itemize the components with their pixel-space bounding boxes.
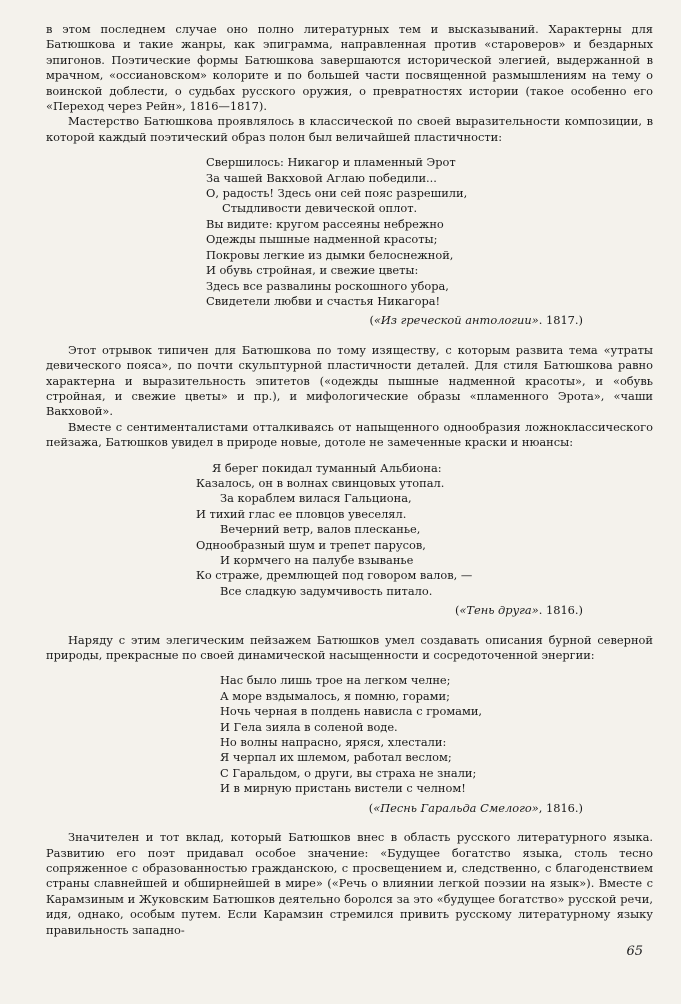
source-year: , 1816.): [538, 800, 583, 815]
source-citation-2: («Тень друга». 1816.): [454, 603, 583, 618]
poem-3: [46, 673, 653, 796]
source-citation-1: («Из греческой антологии». 1817.): [369, 313, 583, 328]
source-year: . 1816.): [538, 603, 583, 618]
source-title: «Песнь Гаральда Смелого»: [373, 800, 539, 815]
poem-line: Вечерний ветр, валов плесканье,: [220, 522, 421, 537]
poem-line: С Гаральдом, о други, вы страха не знали;: [220, 765, 477, 780]
page-number: 65: [626, 944, 643, 959]
paragraph-5: Наряду с этим элегическим пейзажем Батюшков умел создавать описания бурной северной природы, прекрасные по своей динамической насыщенности и сосредоточенной энергии:: [46, 632, 653, 663]
paragraph-1: в этом последнем случае оно полно литературных тем и высказываний. Характерны для Батюшкова и такие жанры, как эпиграмма, направленная против «староверов» и бездарных эпигонов. Поэтические формы Батюшкова завершаются исторической элегией, выдержанной в мрачном, «оссиановском» колорите и по большей части посвященной размышлениям на тему о воинской доблести, о судьбах русского оружия, о превратностях истории (такое особенно его «Переход через Рейн», 1816—1817).: [46, 22, 653, 114]
poem-line: А море вздымалось, я помню, горами;: [220, 688, 450, 703]
poem-line: Стыдливости девической оплот.: [222, 201, 418, 216]
poem-line: О, радость! Здесь они сей пояс разрешили,: [206, 186, 468, 201]
source-year: . 1817.): [538, 313, 583, 328]
poem-line: Свидетели любви и счастья Никагора!: [206, 293, 441, 308]
paragraph-4: Вместе с сентименталистами отталкиваясь от напыщенного однообразия ложноклассического пейзажа, Батюшков увидел в природе новые, дотоле не замеченные краски и нюансы:: [46, 419, 653, 450]
source-title: «Тень друга»: [459, 603, 539, 618]
poem-line: За чашей Вакховой Аглаю победили...: [206, 170, 437, 185]
paragraph-3: Этот отрывок типичен для Батюшкова по тому изяществу, с которым развита тема «утраты девического пояса», по почти скульптурной пластичности деталей. Для стиля Батюшкова равно характерна и выразительность эпитетов («одежды пышные надменной красоты», и «обувь стройная, и свежие цветы» и пр.), и мифологические образы «пламенного Эрота», «чаши Вакховой».: [46, 342, 653, 419]
poem-line: Казалось, он в волнах свинцовых утопал.: [196, 475, 445, 490]
poem-line: И обувь стройная, и свежие цветы:: [206, 263, 419, 278]
poem-line: Однообразный шум и трепет парусов,: [196, 537, 426, 552]
poem-line: Я черпал их шлемом, работал веслом;: [220, 750, 452, 765]
poem-line: И в мирную пристань вистели с челном!: [220, 781, 466, 796]
poem-line: Одежды пышные надменной красоты;: [206, 232, 438, 247]
poem-line: За кораблем вилася Гальциона,: [220, 491, 412, 506]
poem-line: Свершилось: Никагор и пламенный Эрот: [206, 155, 456, 170]
paragraph-2: Мастерство Батюшкова проявлялось в классической по своей выразительности композиции, в которой каждый поэтический образ полон был величайшей пластичности:: [46, 114, 653, 144]
poem-1: [46, 155, 653, 309]
poem-line: Но волны напрасно, яряся, хлестали:: [220, 735, 447, 750]
poem-line: И тихий глас ее пловцов увеселял.: [196, 506, 407, 521]
source-citation-3: («Песнь Гаральда Смелого», 1816.): [368, 800, 583, 815]
paragraph-6: Значителен и тот вклад, который Батюшков внес в область русского литературного языка. Развитию его поэт придавал особое значение: «Будущее богатство языка, столь тесно сопряженное с образованностью гражданскою, с просвещением и, следственно, с благоденствием страны славнейшей и обширнейшей в мире» («Речь о влиянии легкой поэзии на язык»). Вместе с Карамзиным и Жуковским Батюшков деятельно боролся за это «будущее богатство» русской речи, идя, однако, особым путем. Если Карамзин стремился привить русскому литературному языку правильность западно-: [46, 830, 653, 937]
poem-line: И кормчего на палубе взыванье: [220, 553, 414, 567]
poem-line: И Гела зияла в соленой воде.: [220, 719, 398, 734]
poem-line: Вы видите: кругом рассеяны небрежно: [206, 216, 444, 231]
poem-2: [46, 461, 653, 600]
poem-line: Нас было лишь трое на легком челне;: [220, 673, 451, 688]
poem-line: Все сладкую задумчивость питало.: [220, 583, 433, 598]
poem-line: Здесь все развалины роскошного убора,: [206, 278, 449, 293]
poem-line: Ко страже, дремлющей под говором валов, —: [196, 568, 473, 583]
source-title: «Из греческой антологии»: [373, 313, 539, 328]
poem-line: Ночь черная в полдень нависла с громами,: [220, 704, 483, 719]
poem-line: Покровы легкие из дымки белоснежной,: [206, 247, 454, 262]
poem-line: Я берег покидал туманный Альбиона:: [212, 460, 442, 475]
